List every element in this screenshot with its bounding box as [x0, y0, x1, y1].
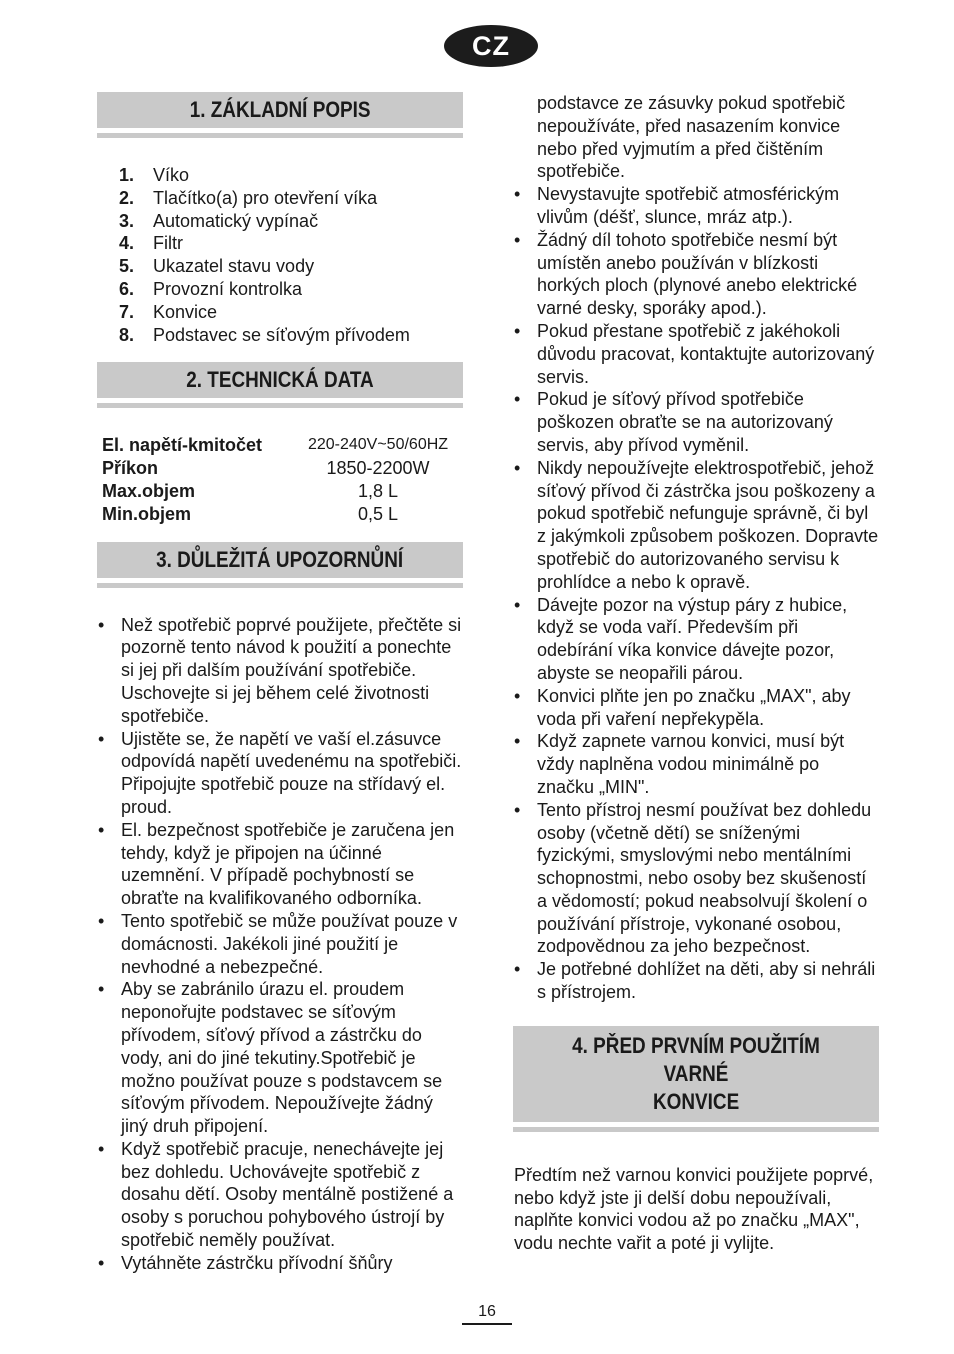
- list-item: • Je potřebné dohlížet na děti, aby si nehráli s přístrojem.: [513, 958, 879, 1004]
- section-title: 2. TECHNICKÁ DATA: [186, 367, 374, 393]
- spec-label: El. napětí-kmitočet: [102, 435, 263, 456]
- item-number: 3.: [119, 210, 135, 231]
- item-number: 4.: [119, 233, 135, 254]
- spec-row: [102, 480, 463, 503]
- warnings-list-right: [513, 183, 879, 1004]
- list-item: • Konvici plňte jen po značku „MAX", aby voda při vaření nepřekypěla.: [513, 685, 879, 731]
- spec-label: Max.objem: [102, 480, 196, 501]
- item-label: Ukazatel stavu vody: [153, 256, 315, 277]
- section-header-before-first-use: [513, 1026, 879, 1122]
- item-label: Podstavec se síťovým přívodem: [153, 324, 410, 345]
- list-item: • Tento přístroj nesmí používat bez dohledu osoby (včetně dětí) se sníženými fyzickými, smyslovými nebo mentálními schopnostmi, nebo osoby bez skušeností a vědomostí; pokud neabsolvují školení o používání přístroje, vykonané osobou, zodpovědnou za jeho bezpečnost.: [513, 799, 879, 959]
- list-item: [97, 278, 463, 301]
- list-item: • El. bezpečnost spotřebiče je zaručena jen tehdy, když je připojen na účinné uzemnění. V případě pochybností se obraťte na kvalifikovaného odborníka.: [97, 819, 463, 910]
- parts-list: [97, 164, 463, 346]
- list-item: • Tento spotřebič se může používat pouze v domácnosti. Jakékoli jiné použití je nevhodné a nebezpečné.: [97, 910, 463, 978]
- spec-value: 1850-2200W: [326, 458, 430, 479]
- item-label: Filtr: [153, 233, 183, 254]
- list-item: • Žádný díl tohoto spotřebiče nesmí být umístěn anebo používán v blízkosti horkých ploch (plynové anebo elektrické varné desky, sporáky apod.).: [513, 229, 879, 320]
- list-item: [97, 232, 463, 255]
- spec-label: Min.objem: [102, 503, 191, 524]
- item-number: 1.: [119, 165, 135, 185]
- language-badge: CZ: [444, 25, 538, 67]
- list-item: • Aby se zabránilo úrazu el. proudem neponořujte podstavec se síťovým přívodem, síťový přívod a zástrčku do vody, ani do jiné tekutiny.Spotřebič je možno používat pouze s podstavcem se síťovým přívodem. Nepoužívejte žádný jiný druh připojení.: [97, 978, 463, 1138]
- section-rule: [513, 1127, 879, 1132]
- section-title: 3. DŮLEŽITÁ UPOZORNŮNÍ: [156, 546, 404, 572]
- item-number: 7.: [119, 301, 135, 322]
- list-item: • Nevystavujte spotřebič atmosférickým vlivům (déšť, slunce, mráz atp.).: [513, 183, 879, 229]
- item-number: 2.: [119, 187, 135, 208]
- left-column: [97, 92, 463, 1275]
- section-header-basic-description: [97, 92, 463, 128]
- list-item: • Když spotřebič pracuje, nenechávejte jej bez dohledu. Uchovávejte spotřebič z dosahu dětí. Osoby mentálně postižené a osoby s poruchou pohybového ústrojí by spotřebič neměly používat.: [97, 1138, 463, 1252]
- continued-warning-text: podstavce ze zásuvky pokud spotřebič nepoužíváte, před nasazením konvice nebo před vyjmutím a před čištěním spotřebiče.: [537, 93, 846, 182]
- spec-label: Příkon: [102, 458, 159, 479]
- item-number: 5.: [119, 256, 135, 277]
- list-item: • Ujistěte se, že napětí ve vaší el.zásuvce odpovídá napětí uvedenému na spotřebiči. Připojujte spotřebič pouze na střídavý el. proud.: [97, 728, 463, 819]
- list-item: [97, 164, 463, 187]
- list-item: [97, 210, 463, 233]
- spec-row: [102, 503, 463, 526]
- right-column: [513, 92, 879, 1255]
- item-label: Automatický vypínač: [153, 210, 319, 231]
- spec-value: 1,8 L: [357, 480, 399, 501]
- section-rule: [97, 403, 463, 408]
- section-rule: [97, 133, 463, 138]
- list-item: • Dávejte pozor na výstup páry z hubice, když se voda vaří. Především při odebírání víka konvice dávejte pozor, abyste se neopařili párou.: [513, 594, 879, 685]
- list-item: [97, 301, 463, 324]
- section-rule: [97, 583, 463, 588]
- list-item: • Nikdy nepoužívejte elektrospotřebič, jehož síťový přívod či zástrčka jsou poškozeny a pokud spotřebič nefunguje správně, či byl z jakýmkoli způsobem poškozen. Dopravte spotřebič do autorizovaného servisu k prohlídce a nebo k opravě.: [513, 457, 879, 594]
- list-item: [97, 187, 463, 210]
- item-label: Tlačítko(a) pro otevření víka: [153, 187, 378, 208]
- section-title: 1. ZÁKLADNÍ POPIS: [189, 97, 371, 122]
- specs-table: [97, 434, 463, 525]
- section-title-line-2: KONVICE: [652, 1088, 740, 1114]
- list-item: • Pokud přestane spotřebič z jakéhokoli důvodu pracovat, kontaktujte autorizovaný servis.: [513, 320, 879, 388]
- list-item: [97, 255, 463, 278]
- section-header-technical-data: [97, 362, 463, 398]
- item-label: Provozní kontrolka: [153, 278, 303, 299]
- item-number: 8.: [119, 324, 135, 345]
- spec-row: [102, 457, 463, 480]
- section-header-important-warnings: [97, 542, 463, 578]
- item-label: Víko: [153, 165, 190, 185]
- spec-value: 0,5 L: [357, 503, 399, 524]
- list-item: • Pokud je síťový přívod spotřebiče poškozen obraťte se na autorizovaný servis, aby přívod vyměnil.: [513, 388, 879, 456]
- spec-row: [102, 434, 463, 457]
- list-item: • Než spotřebič poprvé použijete, přečtěte si pozorně tento návod k použití a ponechte si jej při dalším používání spotřebiče. Uschovejte si jej během celé životnosti spotřebiče.: [97, 614, 463, 728]
- list-item: • Když zapnete varnou konvici, musí být vždy naplněna vodou minimálně po značku „MIN".: [513, 730, 879, 798]
- list-item: • Vytáhněte zástrčku přívodní šňůry: [97, 1252, 463, 1275]
- list-item: [97, 324, 463, 347]
- item-label: Konvice: [153, 301, 218, 322]
- first-use-paragraph: Předtím než varnou konvici použijete poprvé, nebo když jste ji delší dobu nepoužívali, naplňte konvici vodou až po značku „MAX", vodu nechte vařit a poté ji vylijte.: [514, 1164, 874, 1254]
- section-title-line-1: 4. PŘED PRVNÍM POUŽITÍM VARNÉ: [572, 1032, 820, 1086]
- item-number: 6.: [119, 278, 135, 299]
- warnings-list-left: [97, 614, 463, 1275]
- spec-value: 220-240V~50/60HZ: [307, 436, 449, 454]
- page-number: 16: [462, 1302, 512, 1325]
